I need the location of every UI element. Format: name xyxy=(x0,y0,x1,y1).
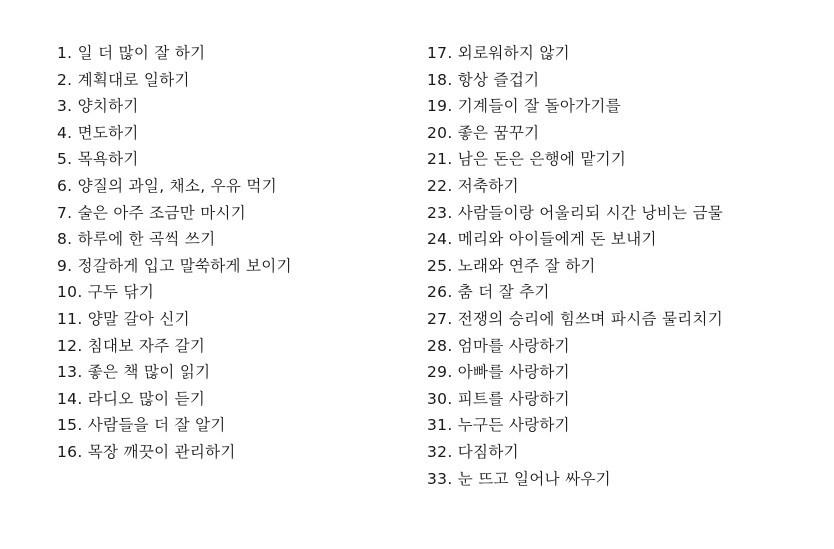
list-item: 4. 면도하기 xyxy=(57,123,139,142)
list-item: 10. 구두 닦기 xyxy=(57,283,155,302)
list-item: 17. 외로워하지 않기 xyxy=(427,44,570,62)
list-item: 1. 일 더 많이 잘 하기 xyxy=(57,44,206,62)
list-item: 32. 다짐하기 xyxy=(427,442,519,461)
list-item: 18. 항상 즐겁기 xyxy=(427,70,540,89)
list-item: 9. 정갈하게 입고 말쑥하게 보이기 xyxy=(57,256,292,275)
list-item: 6. 양질의 과일, 채소, 우유 먹기 xyxy=(57,176,277,195)
list-item: 29. 아빠를 사랑하기 xyxy=(427,363,570,382)
list-item: 22. 저축하기 xyxy=(427,176,519,195)
list-item: 15. 사람들을 더 잘 알기 xyxy=(57,416,226,435)
resolution-list-right xyxy=(427,40,827,492)
list-item: 27. 전쟁의 승리에 힘쓰며 파시즘 물리치기 xyxy=(427,309,724,328)
list-item: 33. 눈 뜨고 일어나 싸우기 xyxy=(427,469,611,488)
list-item: 26. 춤 더 잘 추기 xyxy=(427,283,550,302)
list-item: 20. 좋은 꿈꾸기 xyxy=(427,123,540,142)
list-item: 12. 침대보 자주 갈기 xyxy=(57,336,206,355)
list-item: 2. 계획대로 일하기 xyxy=(57,70,190,89)
list-item: 21. 남은 돈은 은행에 맡기기 xyxy=(427,150,627,169)
list-item: 24. 메리와 아이들에게 돈 보내기 xyxy=(427,230,657,249)
list-item: 7. 술은 아주 조금만 마시기 xyxy=(57,203,247,222)
list-item: 23. 사람들이랑 어울리되 시간 낭비는 금물 xyxy=(427,203,724,222)
list-item: 8. 하루에 한 곡씩 쓰기 xyxy=(57,230,216,249)
list-item: 25. 노래와 연주 잘 하기 xyxy=(427,256,596,275)
resolution-list-left xyxy=(57,40,417,466)
list-item: 13. 좋은 책 많이 읽기 xyxy=(57,363,211,382)
list-item: 28. 엄마를 사랑하기 xyxy=(427,336,570,355)
list-item: 5. 목욕하기 xyxy=(57,150,139,169)
list-item: 16. 목장 깨끗이 관리하기 xyxy=(57,442,236,461)
list-item: 31. 누구든 사랑하기 xyxy=(427,416,570,435)
list-item: 30. 피트를 사랑하기 xyxy=(427,389,570,408)
list-item: 3. 양치하기 xyxy=(57,97,139,116)
list-item: 19. 기계들이 잘 돌아가기를 xyxy=(427,97,621,116)
list-item: 11. 양말 갈아 신기 xyxy=(57,309,190,328)
list-item: 14. 라디오 많이 듣기 xyxy=(57,389,206,408)
